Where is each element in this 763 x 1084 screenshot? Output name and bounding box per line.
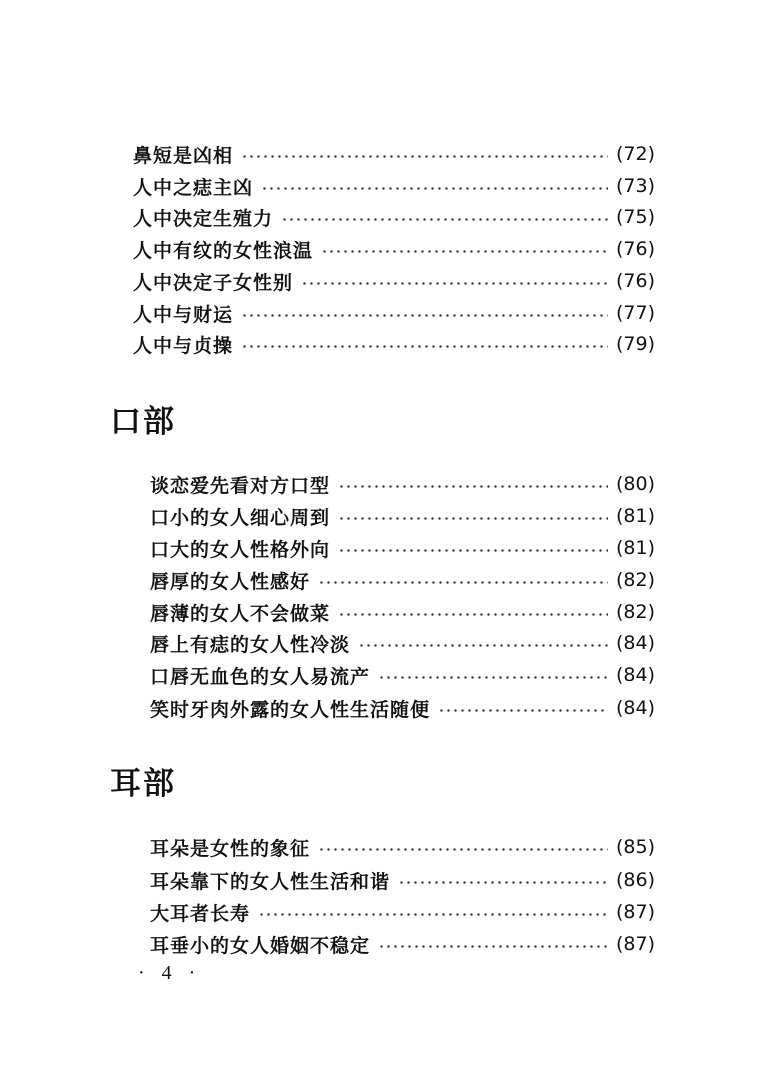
toc-entry-page: (77) [615,302,655,324]
toc-entry[interactable] [150,598,655,626]
toc-entry-title: 耳朵是女性的象征 [150,837,311,860]
leader-dots [301,282,608,285]
toc-entry[interactable] [150,930,655,958]
toc-entry-page: (87) [615,933,655,955]
toc-entry-title: 耳朵靠下的女人性生活和谐 [150,870,391,893]
toc-entry[interactable] [150,833,655,861]
toc-entry-page: (72) [615,143,655,165]
toc-entry-page: (79) [615,333,655,355]
toc-entry-page: (80) [615,473,655,495]
toc-entry-page: (84) [615,697,655,719]
toc-entry[interactable] [150,629,655,657]
toc-entry-page: (85) [615,836,655,858]
toc-entry[interactable] [133,267,655,295]
toc-entry[interactable] [150,566,655,594]
toc-entry[interactable] [133,330,655,358]
toc-entry-page: (76) [615,238,655,260]
toc-entry[interactable] [133,140,655,168]
toc-entry-title: 唇厚的女人性感好 [150,570,311,593]
toc-entry-title: 人中决定子女性别 [133,271,294,294]
toc-entry[interactable] [133,203,655,231]
leader-dots [241,155,608,158]
leader-dots [241,345,608,348]
toc-entry-title: 人中有纹的女性浪温 [133,239,314,262]
toc-entry[interactable] [150,898,655,926]
leader-dots [281,218,608,221]
toc-entry[interactable] [133,299,655,327]
toc-entry-page: (87) [615,901,655,923]
toc-entry-title: 谈恋爱先看对方口型 [150,474,331,497]
toc-entry-page: (82) [615,569,655,591]
toc-entry-title: 口小的女人细心周到 [150,506,331,529]
toc-entry-title: 口唇无血色的女人易流产 [150,665,371,688]
toc-entry-page: (81) [615,505,655,527]
toc-entry[interactable] [150,694,655,722]
leader-dots [338,517,608,520]
leader-dots [378,945,608,948]
toc-entry-title: 耳垂小的女人婚姻不稳定 [150,934,371,957]
leader-dots [378,676,608,679]
toc-entry-title: 唇薄的女人不会做菜 [150,602,331,625]
toc-entry[interactable] [133,235,655,263]
toc-entry-page: (76) [615,270,655,292]
leader-dots [241,314,608,317]
toc-entry-page: (81) [615,537,655,559]
toc-entry-title: 鼻短是凶相 [133,144,234,167]
toc-entry[interactable] [150,661,655,689]
leader-dots [398,881,608,884]
leader-dots [338,613,608,616]
leader-dots [318,581,608,584]
toc-entry-title: 人中与财运 [133,303,234,326]
toc-entry-title: 唇上有痣的女人性冷淡 [150,633,351,656]
leader-dots [318,848,608,851]
toc-entry-title: 口大的女人性格外向 [150,538,331,561]
toc-entry-title: 笑时牙肉外露的女人性生活随便 [150,698,431,721]
toc-entry[interactable] [150,866,655,894]
toc-entry[interactable] [133,172,655,200]
leader-dots [438,709,608,712]
page-number: · 4 · [138,962,202,984]
toc-entry-title: 人中决定生殖力 [133,207,274,230]
leader-dots [321,250,608,253]
toc-entry-title: 大耳者长寿 [150,902,251,925]
toc-entry-page: (73) [615,175,655,197]
toc-entry[interactable] [150,534,655,562]
toc-entry-page: (75) [615,206,655,228]
leader-dots [338,485,608,488]
leader-dots [358,644,608,647]
leader-dots [338,549,608,552]
leader-dots [261,187,608,190]
toc-entry-title: 人中之痣主凶 [133,176,254,199]
toc-entry-page: (84) [615,664,655,686]
toc-entry-page: (86) [615,869,655,891]
section-heading-mouth: 口部 [110,404,176,440]
toc-entry-page: (84) [615,632,655,654]
section-heading-ear: 耳部 [110,766,176,802]
toc-entry[interactable] [150,502,655,530]
toc-entry-title: 人中与贞操 [133,334,234,357]
leader-dots [258,913,608,916]
toc-entry[interactable] [150,470,655,498]
toc-entry-page: (82) [615,601,655,623]
